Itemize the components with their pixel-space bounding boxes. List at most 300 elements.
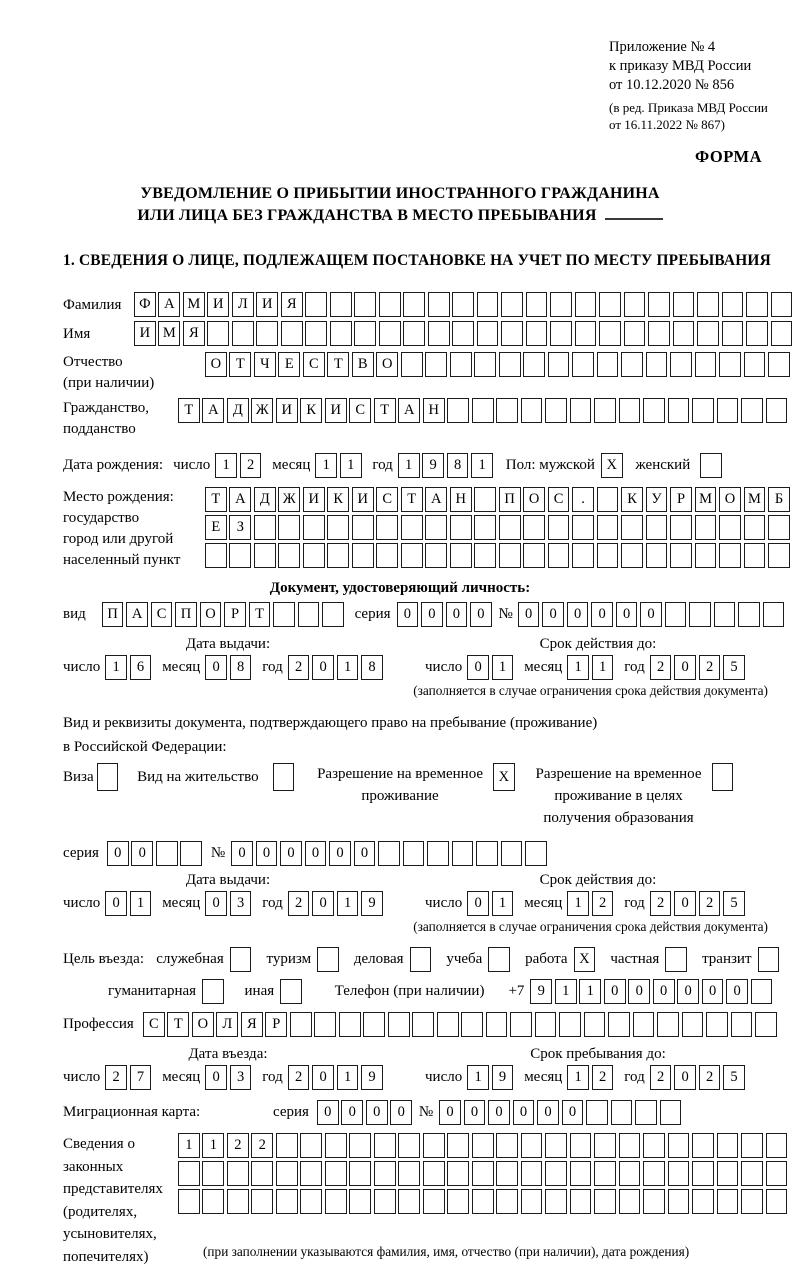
char-box [646, 543, 668, 568]
char-box: 0 [653, 979, 675, 1004]
year-label: год [262, 895, 282, 912]
char-box [599, 292, 621, 317]
rvp-series-row [63, 841, 786, 866]
char-box [584, 1012, 606, 1037]
char-box: К [327, 487, 349, 512]
representatives-grid [178, 1133, 790, 1217]
char-box [205, 543, 227, 568]
char-box [278, 543, 300, 568]
birthplace-row [63, 487, 786, 571]
purpose-option-commercial [354, 947, 434, 972]
profession-label: Профессия [63, 1014, 143, 1035]
char-box [548, 352, 570, 377]
char-box [412, 1012, 434, 1037]
char-box [330, 292, 352, 317]
valid-year-boxes [650, 655, 748, 680]
char-box: В [352, 352, 374, 377]
char-box [755, 1012, 777, 1037]
char-box [545, 1189, 567, 1214]
char-box [354, 292, 376, 317]
char-box [633, 1012, 655, 1037]
visa-checkbox [97, 763, 119, 791]
char-box [668, 1189, 690, 1214]
month-label: месяц [162, 659, 200, 676]
birthdate-day-boxes [215, 453, 264, 478]
char-box: М [744, 487, 766, 512]
char-box [771, 321, 793, 346]
representatives-label-line-3: представителях [63, 1178, 178, 1201]
surname-boxes [134, 292, 795, 317]
char-box [619, 1161, 641, 1186]
char-box [670, 515, 692, 540]
char-box: 9 [361, 1065, 383, 1090]
char-box: Ж [278, 487, 300, 512]
char-box: 2 [288, 891, 310, 916]
char-box [525, 841, 547, 866]
char-box [744, 515, 766, 540]
char-box: Е [278, 352, 300, 377]
char-box [608, 1012, 630, 1037]
patronymic-label-line-2: (при наличии) [63, 373, 205, 394]
char-box [657, 1012, 679, 1037]
char-box: 0 [329, 841, 351, 866]
char-box [496, 1161, 518, 1186]
char-box [692, 1133, 714, 1158]
char-box: 3 [230, 891, 252, 916]
char-box [646, 515, 668, 540]
char-box [738, 602, 760, 627]
char-box: 0 [616, 602, 638, 627]
char-box [545, 1133, 567, 1158]
char-box: 9 [530, 979, 552, 1004]
char-box [719, 543, 741, 568]
char-box [550, 321, 572, 346]
char-box: 2 [105, 1065, 127, 1090]
char-box [349, 1161, 371, 1186]
char-box: 0 [107, 841, 129, 866]
char-box [751, 979, 773, 1004]
birthdate-row [63, 453, 786, 478]
char-box [477, 321, 499, 346]
char-box: С [151, 602, 173, 627]
char-box [535, 1012, 557, 1037]
char-box [766, 1189, 788, 1214]
purpose-option-private-checkbox [665, 947, 687, 972]
char-box [403, 292, 425, 317]
char-box [621, 352, 643, 377]
representatives-label [63, 1133, 178, 1268]
purpose-option-private-label: частная [610, 951, 659, 968]
char-box: Т [178, 398, 200, 423]
char-box [570, 1161, 592, 1186]
valid-day-boxes [467, 655, 516, 680]
char-box [437, 1012, 459, 1037]
char-box: 1 [315, 453, 337, 478]
rvp-number-label: № [211, 845, 225, 862]
char-box [660, 1100, 682, 1125]
char-box [523, 515, 545, 540]
patronymic-label-line-1: Отчество [63, 352, 205, 373]
char-box [378, 841, 400, 866]
purpose-option-other [245, 979, 305, 1004]
char-box: Я [241, 1012, 263, 1037]
char-box [768, 543, 790, 568]
char-box [398, 1133, 420, 1158]
doc-type-boxes [102, 602, 347, 627]
char-box [611, 1100, 633, 1125]
char-box: 1 [340, 453, 362, 478]
char-box: И [352, 487, 374, 512]
sex-label: Пол: мужской [506, 457, 595, 474]
char-box [523, 543, 545, 568]
char-box: Я [183, 321, 205, 346]
identity-doc-footnote: (заполняется в случае ограничения срока действия документа) [63, 683, 786, 699]
char-box [695, 543, 717, 568]
char-box [325, 1189, 347, 1214]
rvp-label [317, 763, 483, 807]
doc-type-label: вид [63, 606, 86, 623]
char-box: Ч [254, 352, 276, 377]
char-box: К [621, 487, 643, 512]
birthdate-month-boxes [315, 453, 364, 478]
char-box: И [325, 398, 347, 423]
char-box [363, 1012, 385, 1037]
char-box: 8 [447, 453, 469, 478]
char-box: 0 [726, 979, 748, 1004]
char-box [427, 841, 449, 866]
char-box [501, 841, 523, 866]
char-box [722, 321, 744, 346]
char-box [327, 515, 349, 540]
rvp-valid-month-boxes [567, 891, 616, 916]
identity-doc-date-headings [63, 636, 786, 653]
char-box [570, 1133, 592, 1158]
char-box: 2 [699, 1065, 721, 1090]
char-box [428, 292, 450, 317]
char-box [717, 1161, 739, 1186]
char-box: 0 [464, 1100, 486, 1125]
year-label: год [262, 659, 282, 676]
purpose-option-tourism-checkbox [317, 947, 339, 972]
char-box: 0 [390, 1100, 412, 1125]
char-box [254, 543, 276, 568]
char-box [256, 321, 278, 346]
char-box: 6 [130, 655, 152, 680]
char-box [322, 602, 344, 627]
char-box [254, 515, 276, 540]
section-1-heading: 1. СВЕДЕНИЯ О ЛИЦЕ, ПОДЛЕЖАЩЕМ ПОСТАНОВКЕ НА УЧЕТ ПО МЕСТУ ПРЕБЫВАНИЯ [63, 252, 786, 270]
char-box: 0 [256, 841, 278, 866]
char-box [447, 1189, 469, 1214]
purpose-option-humanitarian-checkbox [202, 979, 224, 1004]
char-box: 1 [202, 1133, 224, 1158]
issue-year-boxes [288, 655, 386, 680]
char-box: 2 [240, 453, 262, 478]
char-box [521, 1161, 543, 1186]
purpose-option-private [610, 947, 689, 972]
stay-until-group [425, 1065, 748, 1090]
char-box: Д [254, 487, 276, 512]
char-box [695, 515, 717, 540]
char-box [594, 1161, 616, 1186]
rvp-date-headings [63, 872, 786, 889]
char-box [526, 321, 548, 346]
birthdate-label: Дата рождения: [63, 457, 163, 474]
purpose-option-transit-label: транзит [702, 951, 751, 968]
char-box [624, 292, 646, 317]
char-box [719, 515, 741, 540]
representatives-row3-boxes [178, 1189, 790, 1214]
char-box: 5 [723, 655, 745, 680]
char-box: О [192, 1012, 214, 1037]
char-box: Л [216, 1012, 238, 1037]
rvp-issue-day-boxes [105, 891, 154, 916]
char-box: И [134, 321, 156, 346]
char-box: 1 [105, 655, 127, 680]
char-box: Р [670, 487, 692, 512]
surname-row [63, 292, 786, 317]
char-box: 0 [674, 655, 696, 680]
char-box: Р [224, 602, 246, 627]
char-box: Т [327, 352, 349, 377]
char-box: 1 [398, 453, 420, 478]
char-box: А [158, 292, 180, 317]
purpose-option-study-checkbox [488, 947, 510, 972]
mc-number-boxes [439, 1100, 684, 1125]
char-box [339, 1012, 361, 1037]
purpose-option-transit-checkbox [758, 947, 780, 972]
representatives-label-line-2: законных [63, 1156, 178, 1179]
char-box [401, 515, 423, 540]
month-label: месяц [524, 659, 562, 676]
char-box [668, 398, 690, 423]
purpose-option-transit [702, 947, 782, 972]
char-box [548, 543, 570, 568]
char-box [665, 602, 687, 627]
purpose-option-humanitarian-label: гуманитарная [108, 983, 196, 1000]
char-box: 1 [337, 1065, 359, 1090]
char-box [374, 1161, 396, 1186]
char-box [325, 1133, 347, 1158]
char-box: 0 [205, 1065, 227, 1090]
char-box [349, 1189, 371, 1214]
char-box: Ж [251, 398, 273, 423]
char-box [746, 321, 768, 346]
char-box [692, 398, 714, 423]
month-label: месяц [524, 895, 562, 912]
rvp-option [317, 763, 517, 807]
char-box: 0 [562, 1100, 584, 1125]
phone-label: Телефон (при наличии) [335, 983, 485, 1000]
char-box: А [202, 398, 224, 423]
char-box [374, 1133, 396, 1158]
residence-doc-options [63, 763, 786, 829]
char-box: 2 [288, 1065, 310, 1090]
char-box [496, 398, 518, 423]
char-box: О [376, 352, 398, 377]
char-box [722, 292, 744, 317]
char-box: П [499, 487, 521, 512]
char-box [379, 292, 401, 317]
char-box [714, 602, 736, 627]
char-box: 1 [592, 655, 614, 680]
char-box [717, 1133, 739, 1158]
char-box: 0 [354, 841, 376, 866]
char-box: 0 [305, 841, 327, 866]
char-box: Т [249, 602, 271, 627]
char-box: Т [229, 352, 251, 377]
char-box: С [349, 398, 371, 423]
char-box [403, 321, 425, 346]
char-box [635, 1100, 657, 1125]
char-box: 9 [492, 1065, 514, 1090]
char-box [474, 352, 496, 377]
char-box [388, 1012, 410, 1037]
char-box: 1 [579, 979, 601, 1004]
char-box [486, 1012, 508, 1037]
year-label: год [624, 659, 644, 676]
char-box: 0 [702, 979, 724, 1004]
mc-number-label: № [419, 1104, 433, 1121]
visa-label: Виза [63, 763, 94, 791]
char-box: 0 [317, 1100, 339, 1125]
char-box [447, 398, 469, 423]
firstname-label: Имя [63, 324, 128, 345]
char-box [570, 398, 592, 423]
char-box: И [303, 487, 325, 512]
char-box: Ф [134, 292, 156, 317]
char-box: И [276, 398, 298, 423]
char-box: 2 [650, 891, 672, 916]
char-box: Д [227, 398, 249, 423]
char-box [398, 1189, 420, 1214]
char-box [276, 1133, 298, 1158]
char-box [692, 1189, 714, 1214]
rvp-education-label-line-2: проживание в целях [536, 785, 702, 807]
char-box [521, 1133, 543, 1158]
day-label: число [63, 659, 100, 676]
char-box [232, 321, 254, 346]
char-box [545, 1161, 567, 1186]
rvp-dates-row [63, 891, 786, 916]
rvp-valid-day-boxes [467, 891, 516, 916]
char-box [619, 398, 641, 423]
char-box [278, 515, 300, 540]
char-box [202, 1189, 224, 1214]
char-box [599, 321, 621, 346]
char-box [643, 1189, 665, 1214]
purpose-option-other-checkbox [280, 979, 302, 1004]
entry-day-boxes [105, 1065, 154, 1090]
rvp-issue-year-boxes [288, 891, 386, 916]
char-box: 0 [312, 655, 334, 680]
char-box: С [143, 1012, 165, 1037]
char-box: 8 [361, 655, 383, 680]
migration-card-label: Миграционная карта: [63, 1104, 273, 1121]
char-box: 0 [397, 602, 419, 627]
char-box: Я [281, 292, 303, 317]
char-box [706, 1012, 728, 1037]
residence-doc-intro-1: Вид и реквизиты документа, подтверждающего право на пребывание (проживание) [63, 712, 786, 735]
char-box [376, 515, 398, 540]
order-reference-line-1: Приложение № 4 [609, 38, 786, 57]
validity-date-group [425, 655, 748, 680]
month-label: месяц [524, 1069, 562, 1086]
char-box [624, 321, 646, 346]
char-box [768, 352, 790, 377]
char-box: 1 [130, 891, 152, 916]
residence-doc-intro-2: в Российской Федерации: [63, 739, 786, 756]
char-box: 1 [567, 891, 589, 916]
char-box [477, 292, 499, 317]
char-box [276, 1189, 298, 1214]
char-box: 0 [674, 1065, 696, 1090]
char-box [744, 543, 766, 568]
char-box: 2 [699, 891, 721, 916]
char-box: 0 [446, 602, 468, 627]
char-box [643, 1133, 665, 1158]
char-box [303, 515, 325, 540]
char-box [545, 398, 567, 423]
char-box: 1 [567, 1065, 589, 1090]
birthplace-label-line-3: город или другой [63, 529, 205, 550]
char-box: 1 [555, 979, 577, 1004]
char-box [229, 543, 251, 568]
char-box [559, 1012, 581, 1037]
char-box: 2 [650, 1065, 672, 1090]
representatives-label-line-1: Сведения о [63, 1133, 178, 1156]
birthplace-row2-boxes [205, 515, 793, 540]
char-box [450, 515, 472, 540]
char-box [619, 1133, 641, 1158]
char-box [575, 292, 597, 317]
entry-date-headings [63, 1046, 786, 1063]
surname-label: Фамилия [63, 295, 128, 316]
char-box: Т [374, 398, 396, 423]
char-box: 2 [699, 655, 721, 680]
char-box [447, 1161, 469, 1186]
char-box: 0 [604, 979, 626, 1004]
phone-prefix: +7 [508, 983, 524, 1000]
char-box [423, 1133, 445, 1158]
char-box: 0 [513, 1100, 535, 1125]
char-box: Н [450, 487, 472, 512]
issue-day-boxes [105, 655, 154, 680]
birthdate-day-label: число [173, 457, 210, 474]
char-box [450, 543, 472, 568]
rvp-series-boxes [107, 841, 205, 866]
char-box: Л [232, 292, 254, 317]
stay-year-boxes [650, 1065, 748, 1090]
char-box: 1 [337, 891, 359, 916]
char-box [156, 841, 178, 866]
birthplace-label [63, 487, 205, 571]
rvp-footnote: (заполняется в случае ограничения срока действия документа) [63, 919, 786, 935]
char-box: 0 [439, 1100, 461, 1125]
char-box [744, 352, 766, 377]
char-box [668, 1133, 690, 1158]
order-reference-line-3: от 10.12.2020 № 856 [609, 76, 786, 95]
char-box [281, 321, 303, 346]
purpose-option-work-label: работа [525, 951, 568, 968]
char-box [305, 321, 327, 346]
char-box [621, 543, 643, 568]
char-box [379, 321, 401, 346]
char-box [594, 398, 616, 423]
purpose-option-study [446, 947, 512, 972]
char-box [425, 543, 447, 568]
residence-permit-checkbox [273, 763, 295, 791]
